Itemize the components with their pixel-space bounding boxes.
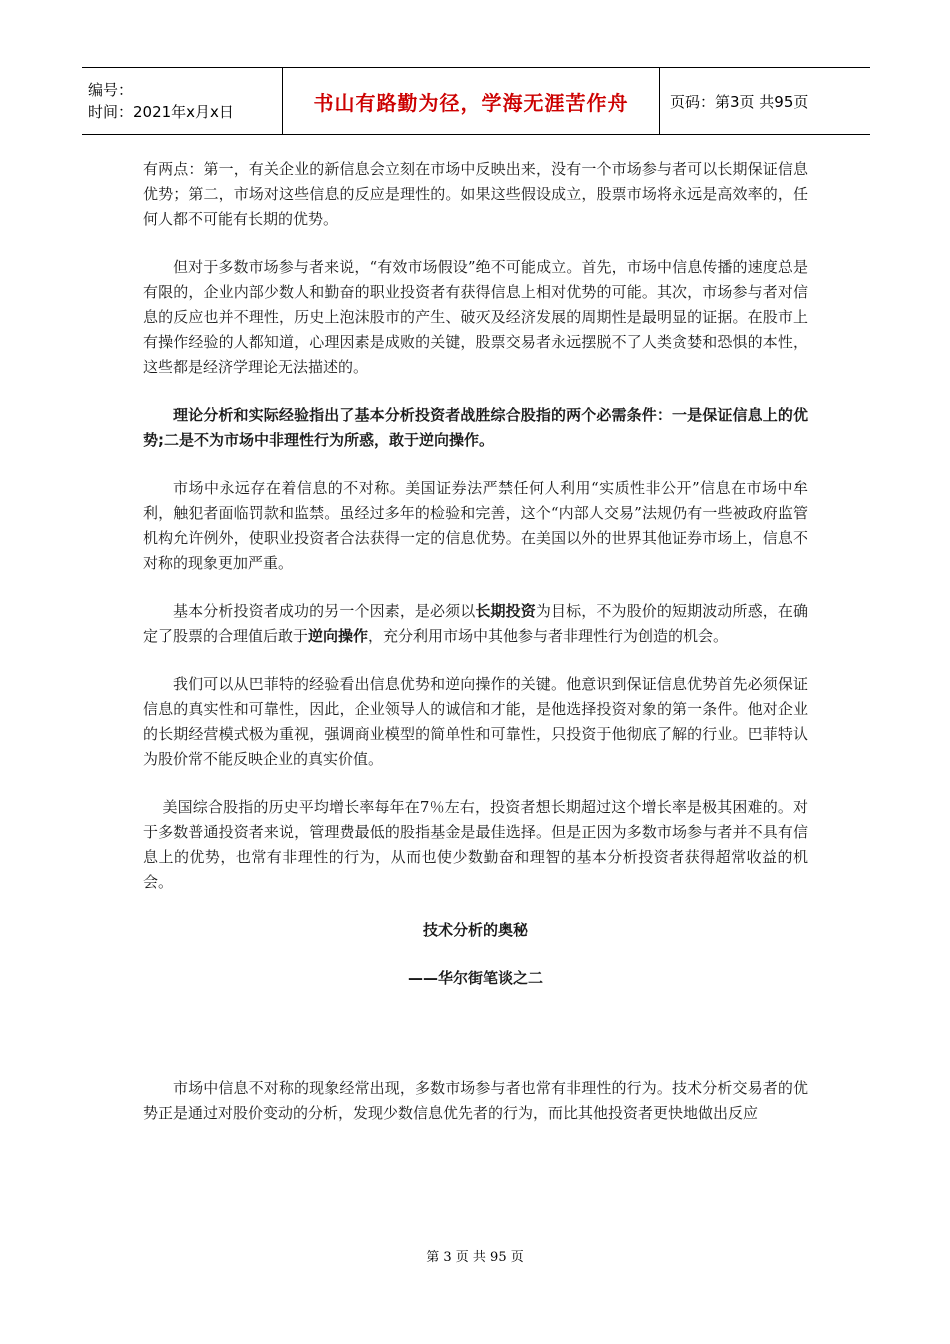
section-title: 技术分析的奥秘 [422, 921, 528, 939]
header-motto: 书山有路勤为径，学海无涯苦作舟 [282, 68, 660, 134]
paragraph-1: 有两点：第一，有关企业的新信息会立刻在市场中反映出来，没有一个市场参与者可以长期保证信息优势；第二，市场对这些信息的反应是理性的。如果这些假设成立，股票市场将永远是高效率的，任何人都不可能有长期的优势。 [143, 160, 808, 228]
p5-emphasis-long-term: 长期投资 [475, 602, 536, 620]
page-footer: 第 3 页 共 95 页 [426, 1250, 524, 1265]
paragraph-8: 市场中信息不对称的现象经常出现，多数市场参与者也常有非理性的行为。技术分析交易者的优势正是通过对股价变动的分析，发现少数信息优先者的行为，而比其他投资者更快地做出反应 [143, 1079, 808, 1122]
p5-text-a: 基本分析投资者成功的另一个因素，是必须以 [173, 602, 476, 620]
header-meta [82, 68, 282, 134]
page-header [82, 67, 870, 135]
header-page-info: 页码：第3页 共95页 [670, 92, 809, 111]
date-label: 时间：2021年x月x日 [88, 103, 234, 121]
p5-emphasis-contrarian: 逆向操作 [308, 627, 369, 645]
p5-text-c: 为目标，不为股价的短期波动所惑，在确定了股票的合理值后敢于 [143, 602, 808, 645]
paragraph-2: 但对于多数市场参与者来说，“有效市场假设”绝不可能成立。首先，市场中信息传播的速度总是有限的，企业内部少数人和勤奋的职业投资者有获得信息上相对优势的可能。其次，市场参与者对信息的反应也并不理性，历史上泡沫股市的产生、破灭及经济发展的周期性是最明显的证据。在股市上有操作经验的人都知道，心理因素是成败的关键，股票交易者永远摆脱不了人类贪婪和恐惧的本性，这些都是经济学理论无法描述的。 [143, 258, 808, 376]
paragraph-5 [143, 599, 808, 649]
section-subtitle: ——华尔街笔谈之二 [407, 969, 543, 987]
number-label: 编号： [88, 81, 134, 99]
paragraph-7: 美国综合股指的历史平均增长率每年在7％左右，投资者想长期超过这个增长率是极其困难的。对于多数普通投资者来说，管理费最低的股指基金是最佳选择。但是正因为多数市场参与者并不具有信息上的优势，也常有非理性的行为，从而也使少数勤奋和理智的基本分析投资者获得超常收益的机会。 [143, 798, 808, 891]
document-body [143, 157, 808, 1149]
paragraph-4: 市场中永远存在着信息的不对称。美国证券法严禁任何人利用“实质性非公开”信息在市场中牟利，触犯者面临罚款和监禁。虽经过多年的检验和完善，这个“内部人交易”法规仍有一些被政府监管机构允许例外，使职业投资者合法获得一定的信息优势。在美国以外的世界其他证券市场上，信息不对称的现象更加严重。 [143, 479, 808, 572]
p5-text-e: ，充分利用市场中其他参与者非理性行为创造的机会。 [368, 627, 729, 645]
spacer [143, 1014, 808, 1076]
paragraph-6: 我们可以从巴菲特的经验看出信息优势和逆向操作的关键。他意识到保证信息优势首先必须保证信息的真实性和可靠性，因此，企业领导人的诚信和才能，是他选择投资对象的第一条件。他对企业的长期经营模式极为重视，强调商业模型的简单性和可靠性，只投资于他彻底了解的行业。巴菲特认为股价常不能反映企业的真实价值。 [143, 675, 808, 768]
paragraph-3-bold: 理论分析和实际经验指出了基本分析投资者战胜综合股指的两个必需条件：一是保证信息上的优势;二是不为市场中非理性行为所惑，敢于逆向操作。 [143, 406, 808, 449]
